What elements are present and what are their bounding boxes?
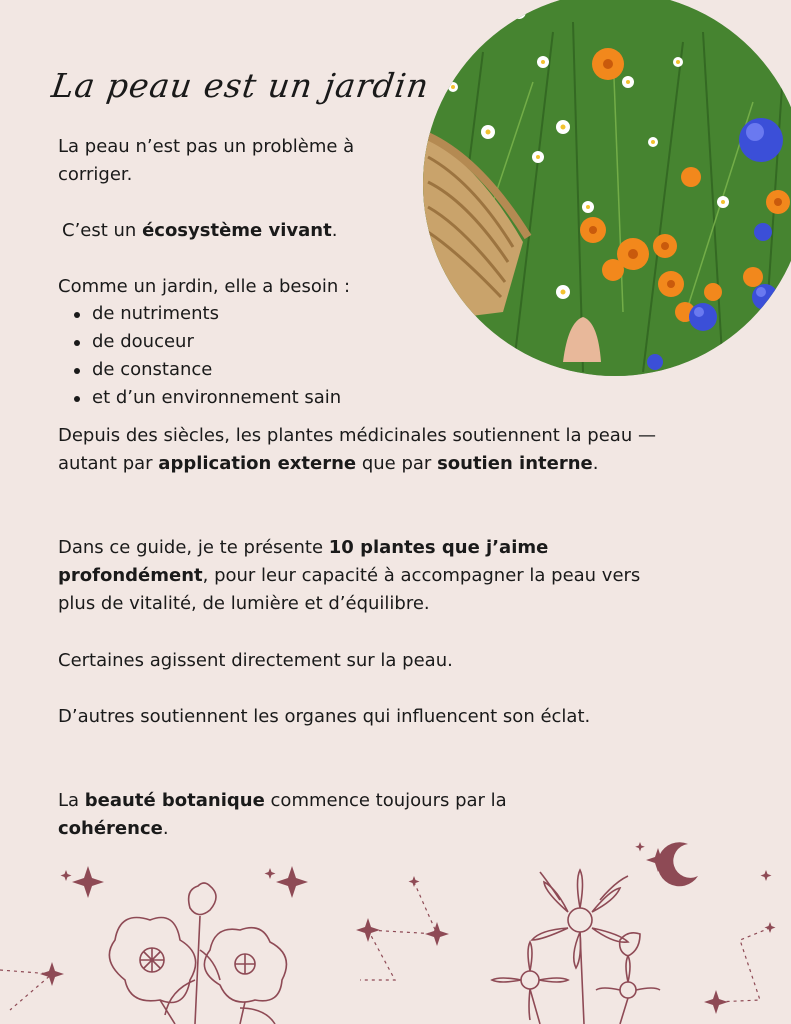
botanical-decoration (0, 830, 791, 1024)
moon-icon (657, 842, 698, 886)
p1-pre: Depuis des siècles, les plantes médicinales soutiennent la peau — autant par (58, 425, 656, 474)
intro-line: La peau n’est pas un problème à corriger. (58, 136, 355, 185)
p2-post: , pour leur capacité à accompagner la peau vers plus de vitalité, de lumière et d’équilibre. (58, 565, 641, 614)
p2-bold: 10 plantes que j’aime profondément (58, 537, 549, 586)
paragraph-history (58, 422, 678, 478)
garden-photo-image (423, 0, 791, 376)
paragraph-direct: Certaines agissent directement sur la peau. (58, 650, 453, 671)
ecosystem-bold: écosystème vivant (142, 220, 332, 241)
p5-bold-coherence: cohérence (58, 818, 163, 839)
sparkle-icon (40, 962, 64, 986)
list-item: et d’un environnement sain (58, 384, 341, 412)
poppy-illustration (109, 883, 286, 1024)
paragraph-organs: D’autres soutiennent les organes qui influencent son éclat. (58, 706, 591, 727)
sparkle-icon (356, 918, 380, 942)
list-item: de douceur (58, 328, 341, 356)
p5-mid: commence toujours par la (264, 790, 507, 811)
sparkle-icon (61, 870, 72, 881)
list-item: de constance (58, 356, 341, 384)
page-title: La peau est un jardin (49, 66, 432, 105)
paragraph-guide (58, 534, 648, 618)
p1-mid: que par (356, 453, 438, 474)
list-item: de nutriments (58, 300, 341, 328)
p5-post: . (162, 818, 169, 839)
sparkle-icon (765, 922, 776, 933)
p1-post: . (592, 453, 599, 474)
p5-pre: La (58, 790, 85, 811)
sparkle-icon (72, 866, 104, 898)
daisy-illustration (492, 870, 660, 1024)
constellation (0, 882, 770, 1010)
sparkle-icon (761, 870, 772, 881)
sparkle-icon (409, 876, 420, 887)
needs-intro: Comme un jardin, elle a besoin : (58, 276, 351, 297)
ecosystem-pre: C’est un (62, 220, 143, 241)
garden-photo (423, 0, 791, 376)
p1-bold-external: application externe (158, 453, 357, 474)
ecosystem-post: . (331, 220, 338, 241)
p2-pre: Dans ce guide, je te présente (58, 537, 329, 558)
p5-bold-beauty: beauté botanique (84, 790, 265, 811)
sparkle-icon (704, 990, 728, 1014)
p1-bold-internal: soutien interne (437, 453, 593, 474)
sparkle-icon (265, 868, 276, 879)
needs-list (58, 300, 341, 412)
sparkle-icon (635, 842, 645, 852)
sparkle-icon (276, 866, 308, 898)
ecosystem-line (58, 217, 337, 245)
